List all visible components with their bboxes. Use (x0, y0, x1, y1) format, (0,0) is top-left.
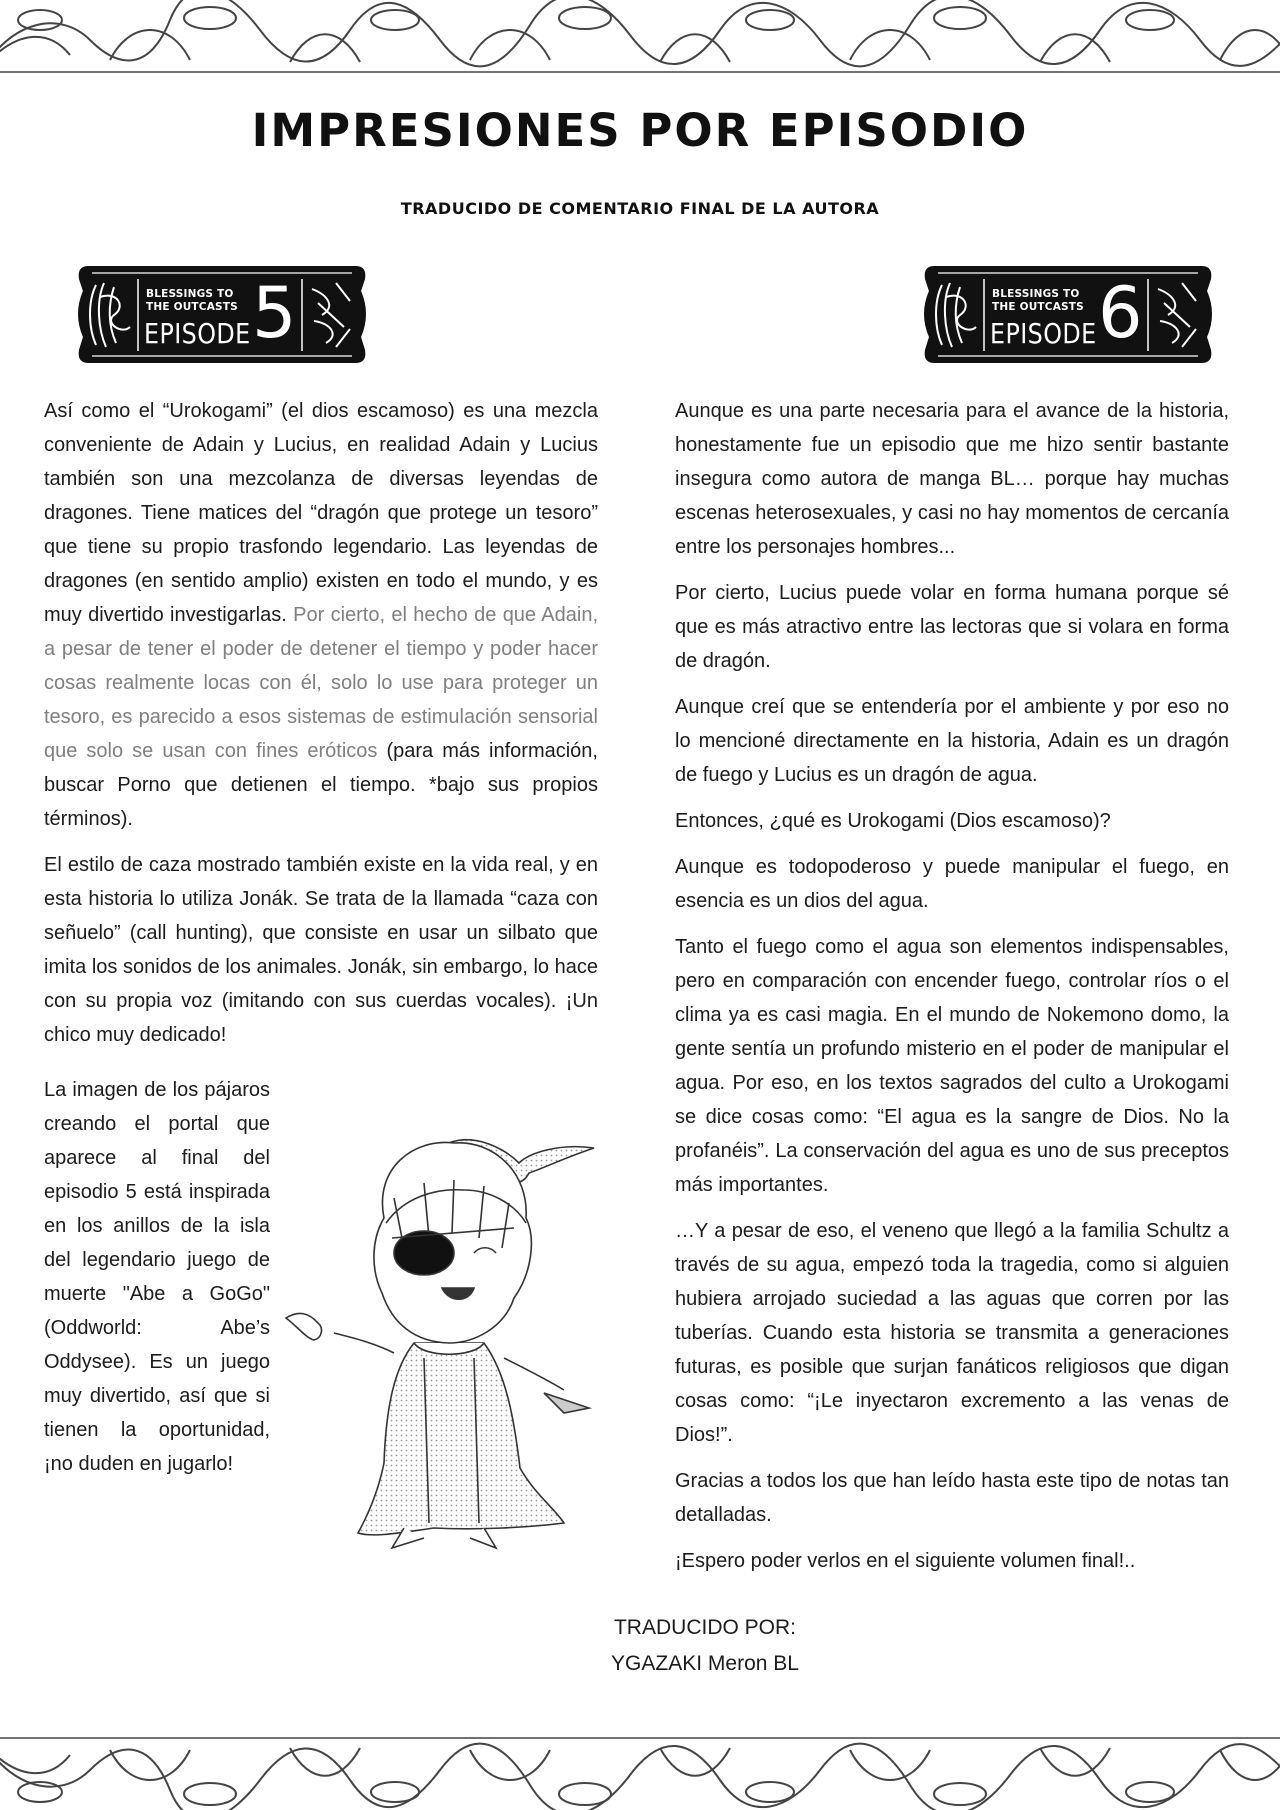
right-paragraph: Entonces, ¿qué es Urokogami (Dios escamoso)? (675, 810, 1111, 832)
right-paragraph: Por cierto, Lucius puede volar en forma humana porque sé que es más atractivo entre las lectoras que si volara en forma de dragón. (675, 582, 1229, 672)
page-subtitle: TRADUCIDO DE COMENTARIO FINAL DE LA AUTORA (400, 199, 880, 218)
right-paragraph: Aunque es todopoderoso y puede manipular el fuego, en esencia es un dios del agua. (675, 856, 1229, 912)
badge-episode-number: 6 (1098, 272, 1143, 354)
page-title: IMPRESIONES POR EPISODIO (251, 104, 1029, 157)
badge-episode-word: EPISODE (990, 317, 1097, 350)
left-paragraph-3: La imagen de los pájaros creando el portal que aparece al final del episodio 5 está inspirada en los anillos de la isla del legendario juego de muerte "Abe a GoGo" (Oddworld: Abe’s Oddysee). Es un juego muy divertido, así que si tienen la oportunidad, ¡no duden en jugarlo! (44, 1079, 270, 1475)
bottom-ornament-border (0, 1736, 1280, 1810)
badge-series-title: BLESSINGS TO THE OUTCASTS (992, 288, 1084, 313)
paragraph-text: Así como el “Urokogami” (el dios escamoso) es una mezcla conveniente de Adain y Lucius, en realidad Adain y Lucius también son una mezcolanza de diversas leyendas de dragones. Tiene matices del “dragón que protege un tesoro” que tiene su propio trasfondo legendario. Las leyendas de dragones (en sentido amplio) existen en todo el mundo, y es muy divertido investigarlas. (44, 400, 598, 626)
small-bird-icon (286, 1313, 321, 1340)
right-column (675, 394, 1229, 1590)
badge-frame-icon (74, 261, 370, 368)
credits-name: YGAZAKI Meron BL (611, 1652, 799, 1675)
chibi-character-illustration (274, 1128, 666, 1560)
badge-series-title: BLESSINGS TO THE OUTCASTS (146, 288, 238, 313)
badge-frame-icon (920, 261, 1216, 368)
grey-aside-text: Por cierto, el hecho de que Adain, a pesar de tener el poder de detener el tiempo y poder hacer cosas realmente locas con él, solo lo use para proteger un tesoro, es parecido a esos sistemas de estimulación sensorial que solo se usan con fines eróticos (44, 604, 598, 762)
right-paragraph: Aunque creí que se entendería por el ambiente y por eso no lo mencioné directamente en la historia, Adain es un dragón de fuego y Lucius es un dragón de agua. (675, 696, 1229, 786)
paragraph-text: (para más información, buscar Porno que detienen el tiempo. *bajo sus propios términos). (44, 740, 598, 830)
character-figure-icon (334, 1142, 589, 1548)
episode-5-badge (74, 261, 370, 368)
right-paragraph: ¡Espero poder verlos en el siguiente volumen final!.. (675, 1550, 1136, 1572)
right-paragraph: Tanto el fuego como el agua son elementos indispensables, pero en comparación con encender fuego, controlar ríos o el clima ya es casi magia. En el mundo de Nokemono domo, la gente sentía un profundo misterio en el poder de manipular el agua. Por eso, en los textos sagrados del culto a Urokogami se dice cosas como: “El agua es la sangre de Dios. No la profanéis”. La conservación del agua es uno de sus preceptos más importantes. (675, 936, 1229, 1196)
badge-episode-word: EPISODE (144, 317, 251, 350)
left-paragraph-1 (44, 394, 598, 836)
badge-episode-number: 5 (252, 272, 297, 354)
right-paragraph: …Y a pesar de eso, el veneno que llegó a la familia Schultz a través de su agua, empezó toda la tragedia, como si alguien hubiera arrojado suciedad a las aguas que corren por las tuberías. Cuando esta historia se transmita a generaciones futuras, es posible que surjan fanáticos religiosos que digan cosas como: “¡Le inyectaron excremento a las venas de Dios!”. (675, 1220, 1229, 1446)
right-paragraph: Gracias a todos los que han leído hasta este tipo de notas tan detalladas. (675, 1470, 1229, 1526)
top-ornament-border (0, 0, 1280, 74)
episode-6-badge (920, 261, 1216, 368)
right-paragraph: Aunque es una parte necesaria para el avance de la historia, honestamente fue un episodio que me hizo sentir bastante insegura como autora de manga BL… porque hay muchas escenas heterosexuales, y casi no hay momentos de cercanía entre los personajes hombres... (675, 400, 1229, 558)
left-paragraph-2: El estilo de caza mostrado también existe en la vida real, y en esta historia lo utiliza Jonák. Se trata de la llamada “caza con señuelo” (call hunting), que consiste en usar un silbato que imita los sonidos de los animales. Jonák, sin embargo, lo hace con su propia voz (imitando con sus cuerdas vocales). ¡Un chico muy dedicado! (44, 854, 598, 1046)
credits-label: TRADUCIDO POR: (613, 1616, 796, 1639)
left-column (44, 394, 598, 1064)
